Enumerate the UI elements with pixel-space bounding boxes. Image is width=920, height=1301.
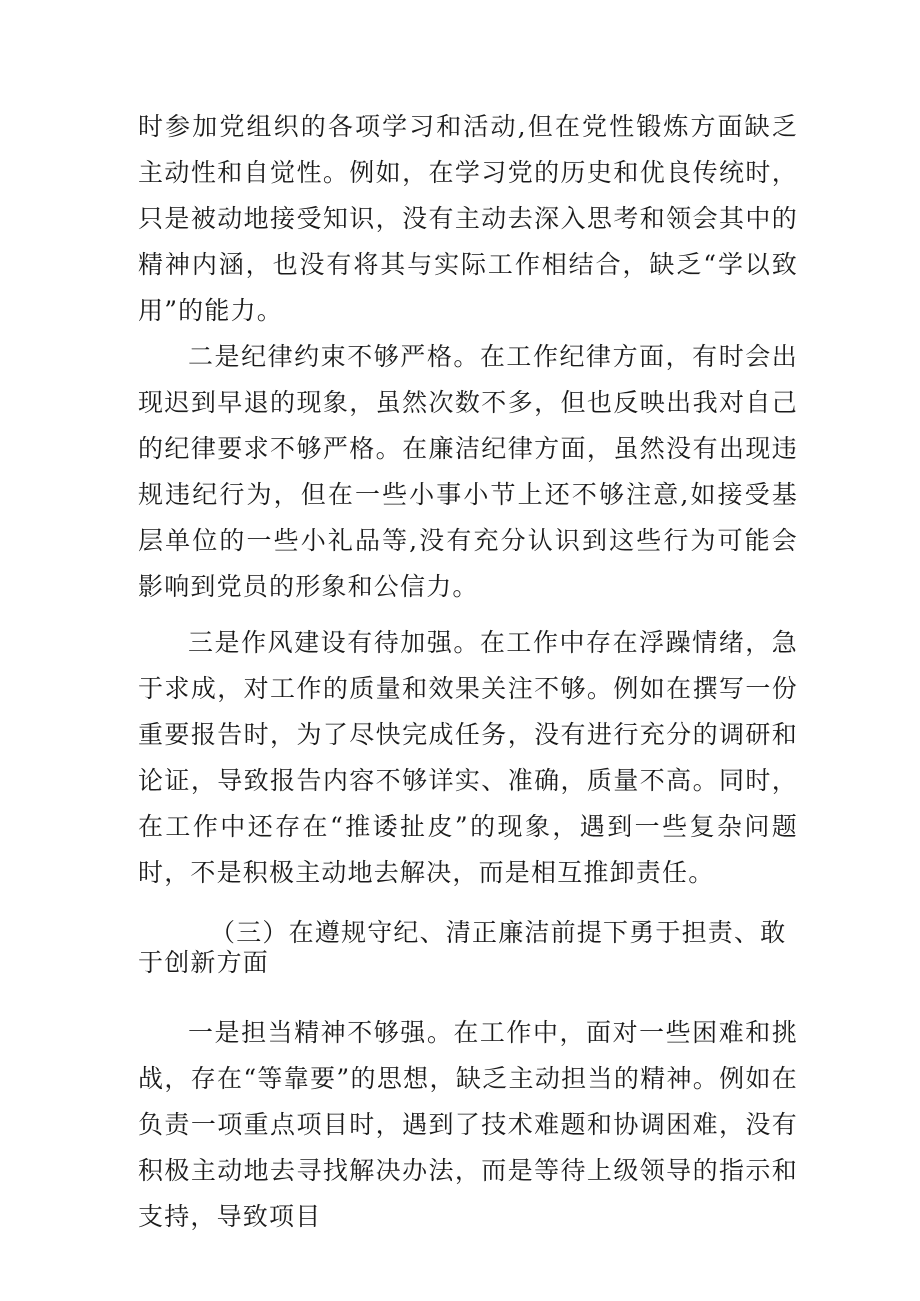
paragraph-work-style: 三是作风建设有待加强。在工作中存在浮躁情绪，急于求成，对工作的质量和效果关注不够。例如在撰写一份重要报告时，为了尽快完成任务，没有进行充分的调研和论证，导致报告内容不够详实、准确，质量不高。同时，在工作中还存在“推诿扯皮”的现象，遇到一些复杂问题时，不是积极主动地去解决，而是相互推卸责任。 bbox=[138, 628, 798, 887]
paragraph-responsibility: 一是担当精神不够强。在工作中，面对一些困难和挑战，存在“等靠要”的思想，缺乏主动担当的精神。例如在负责一项重点项目时，遇到了技术难题和协调困难，没有积极主动地去寻找解决办法，而是等待上级领导的指示和支持，导致项目 bbox=[138, 1018, 798, 1231]
section-heading: （三）在遵规守纪、清正廉洁前提下勇于担责、敢于创新方面 bbox=[138, 918, 787, 977]
paragraph-discipline: 二是纪律约束不够严格。在工作纪律方面，有时会出现迟到早退的现象，虽然次数不多，但也反映出我对自己的纪律要求不够严格。在廉洁纪律方面，虽然没有出现违规违纪行为，但在一些小事小节上还不够注意,如接受基层单位的一些小礼品等,没有充分认识到这些行为可能会影响到党员的形象和公信力。 bbox=[138, 342, 798, 601]
paragraph-party-spirit: 时参加党组织的各项学习和活动,但在党性锻炼方面缺乏主动性和自觉性。例如，在学习党的历史和优良传统时，只是被动地接受知识，没有主动去深入思考和领会其中的精神内涵，也没有将其与实际工作相结合，缺乏“学以致用”的能力。 bbox=[138, 112, 798, 325]
